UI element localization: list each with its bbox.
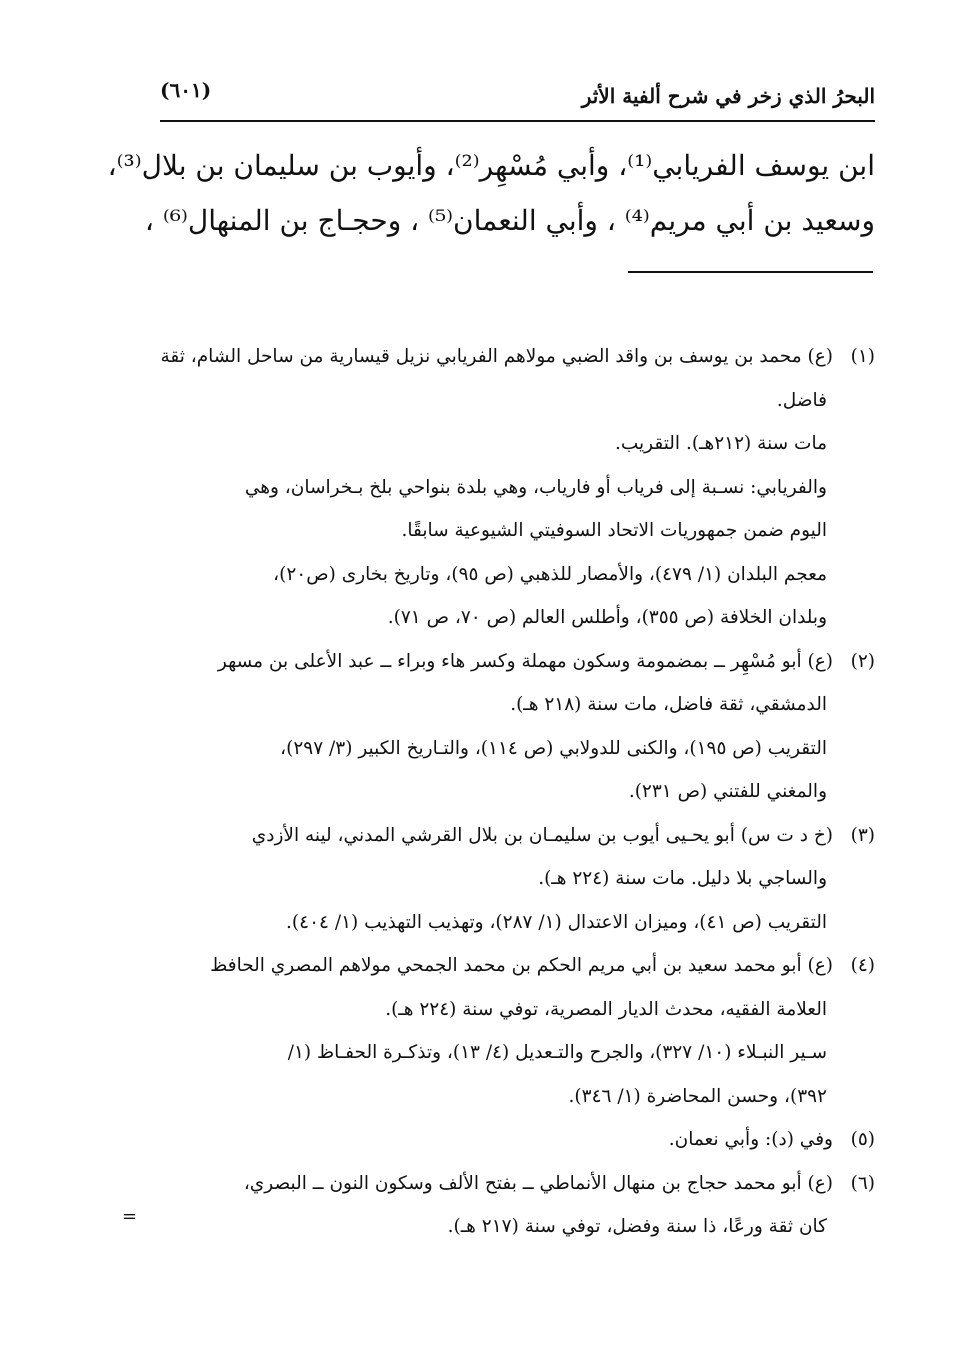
footnote-line [155,1162,875,1206]
main-text [107,138,875,248]
footnote-text: (ع) أبو محمد حجاج بن منهال الأنماطي ــ بفتح الألف وسكون النون ــ البصري، [243,1172,833,1194]
footnote-text: معجم البلدان (١/ ٤٧٩)، والأمصار للذهبي (ص ٩٥)، وتاريخ بخارى (ص٢٠)، [273,563,827,585]
footnote-line [155,1118,875,1162]
footnote-text: والفريابي: نسـبة إلى فرياب أو فارياب، وهي بلدة بنواحي بلخ بـخراسان، وهي [244,476,827,498]
footnote-text: (ع) محمد بن يوسف بن واقد الضبي مولاهم الفريابي نزيل قيسارية من ساحل الشام، ثقة [160,346,833,367]
footnote-text: مات سنة (٢١٢هـ). التقريب. [614,433,827,454]
footnote-line [155,1205,875,1249]
footnotes [155,335,875,1249]
footnote-text: سـير النبـلاء (١٠/ ٣٢٧)، والجرح والتـعديل (٤/ ١٣)، وتذكـرة الحفـاظ (١/ [287,1042,827,1063]
footnote-line [155,1075,875,1119]
main-text-line: ابن يوسف الفريابي⁽¹⁾، وأبي مُسْهِر⁽²⁾، وأيوب بن سليمان بن بلال⁽³⁾، [107,149,875,182]
footnote-text: وفي (د): وأبي نعمان. [668,1129,833,1150]
footnote-number: (١) [850,346,875,367]
footnote-line [155,379,875,423]
footnote-text: العلامة الفقيه، محدث الديار المصرية، توفي سنة (٢٢٤ هـ). [385,998,827,1020]
footnote-line [155,335,875,379]
footnote-number: (٤) [850,955,875,976]
footnote-line [155,857,875,901]
footnote-line [155,814,875,858]
footnote-line [155,944,875,988]
footnote-text: والمغني للفتني (ص ٢٣١). [628,781,827,802]
footnote-line [155,901,875,945]
footnote-line [155,988,875,1032]
footnote-line [155,1031,875,1075]
book-title: البحرُ الذي زخر في شرح ألفية الأثر [581,84,875,108]
footnote-text: كان ثقة ورعًا، ذا سنة وفضل، توفي سنة (٢١٧ هـ). [447,1216,827,1237]
footnote-separator [628,271,873,273]
footnote-line [155,466,875,510]
footnote-line [155,727,875,771]
footnote-number: (٥) [850,1129,875,1150]
footnote-text: (ع) أبو محمد سعيد بن أبي مريم الحكم بن محمد الجمحي مولاهم المصري الحافظ [210,955,833,976]
footnote-line [155,422,875,466]
page-number: (٦٠١) [160,78,212,102]
footnote-text: التقريب (ص ١٩٥)، والكنى للدولابي (ص ١١٤)، والتـاريخ الكبير (٣/ ٢٩٧)، [280,737,827,759]
footnote-number: (٢) [850,650,875,672]
page-header [160,78,875,122]
footnote-text: وبلدان الخلافة (ص ٣٥٥)، وأطلس العالم (ص ٧٠، ص ٧١). [387,607,827,628]
footnote-number: (٣) [850,824,875,846]
footnote-text: اليوم ضمن جمهوريات الاتحاد السوفيتي الشيوعية سابقًا. [401,520,827,541]
footnote-line [155,770,875,814]
footnote-text: (خ د ت س) أبو يحـيى أيوب بن سليمـان بن بلال القرشي المدني، لينه الأزدي [251,824,833,846]
footnote-line [155,683,875,727]
footnote-text: التقريب (ص ٤١)، وميزان الاعتدال (١/ ٢٨٧)، وتهذيب التهذيب (١/ ٤٠٤). [286,911,827,933]
footnote-line [155,640,875,684]
footnote-text: فاضل. [776,389,827,411]
footnote-text: والساجي بلا دليل. مات سنة (٢٢٤ هـ). [538,868,827,889]
main-text-line: وسعيد بن أبي مريم⁽⁴⁾ ، وأبي النعمان⁽⁵⁾ ، وحجـاج بن المنهال⁽⁶⁾ ، [144,204,875,237]
footnote-line [155,596,875,640]
footnote-text: ٣٩٢)، وحسن المحاضرة (١/ ٣٤٦). [568,1085,827,1107]
footnote-line [155,509,875,553]
footnote-text: (ع) أبو مُسْهِر ــ بمضمومة وسكون مهملة وكسر هاء وبراء ــ عبد الأعلى بن مسهر [217,650,833,672]
footnote-text: الدمشقي، ثقة فاضل، مات سنة (٢١٨ هـ). [510,694,827,715]
footnote-number: (٦) [850,1172,875,1194]
footnote-line [155,553,875,597]
margin-mark: = [122,1206,138,1227]
